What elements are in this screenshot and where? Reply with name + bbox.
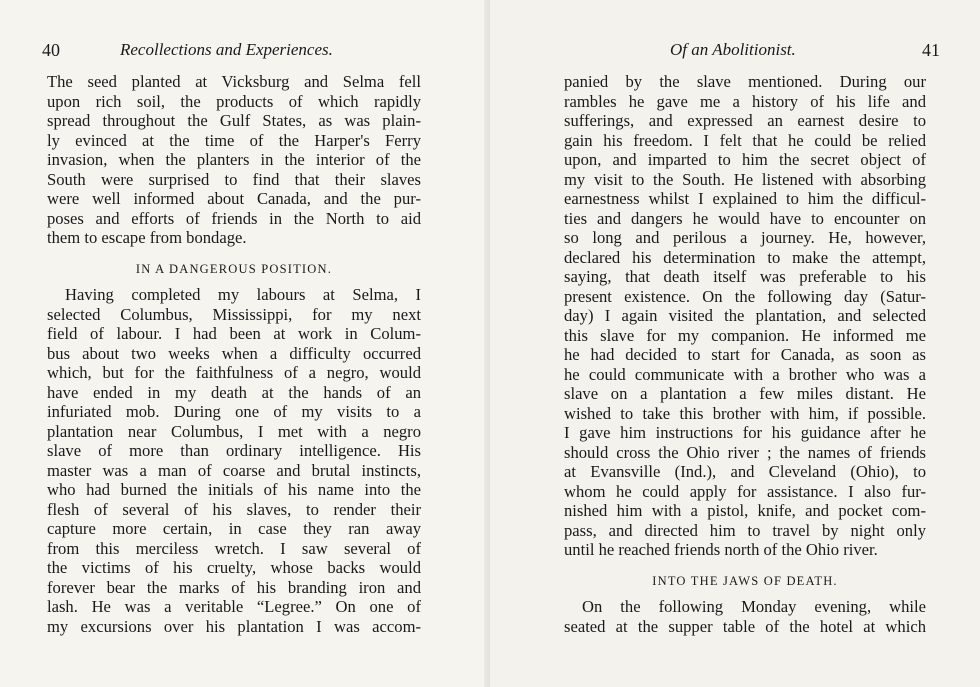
text-line: On the following Monday evening, while [582,597,926,616]
text-line: upon rich soil, the products of which rapidly [47,91,421,111]
running-title: Recollections and Experiences. [120,40,333,59]
text-line: poses and efforts of friends in the North to aid [47,208,421,228]
left-page-header [42,40,422,64]
text-line: he could communicate with a brother who was a [564,364,926,384]
page-number: 40 [42,40,60,60]
text-line: whom he could apply for assistance. I also fur- [564,481,926,501]
text-line: flesh of several of his slaves, to render their [47,499,421,519]
text-line: my excursions over his plantation I was accom- [47,616,421,636]
text-line: who had burned the initials of his name into the [47,480,421,499]
text-line: them to escape from bondage. [47,228,247,247]
text-line: field of labour. I had been at work in Colum- [47,324,421,343]
text-line: ties and dangers he would have to encounter on [564,208,926,228]
left-page-text [47,72,421,636]
text-line: panied by the slave mentioned. During our [564,72,926,91]
text-line: day) I again visited the plantation, and selected [564,306,926,325]
text-line: seated at the supper table of the hotel at which [564,616,926,636]
text-line: slave of more than ordinary intelligence. His [47,441,421,460]
text-line: upon, and imparted to him the secret object of [564,150,926,169]
text-line: sufferings, and expressed an earnest desire to [564,111,926,130]
text-line: wished to take this brother with him, if possible. [564,403,926,423]
text-line: this slave for my companion. He informed me [564,325,926,345]
right-page-header [568,40,940,64]
text-line: slave on a plantation a few miles distant. He [564,384,926,403]
text-line: plantation near Columbus, I met with a negro [47,421,421,441]
paragraph [47,72,421,248]
text-line: lash. He was a veritable “Legree.” On one of [47,597,421,616]
text-line: master was a man of coarse and brutal instincts, [47,460,421,480]
text-line: The seed planted at Vicksburg and Selma fell [47,72,421,91]
text-line: were well informed about Canada, and the pur- [47,189,421,208]
text-line: gain his freedom. I felt that he could be relied [564,130,926,150]
text-line: from this merciless wretch. I saw several of [47,538,421,558]
text-line: capture more certain, in case they ran away [47,519,421,538]
text-line: nished him with a pistol, knife, and pocket com- [564,501,926,520]
text-line: pass, and directed him to travel by night only [564,520,926,540]
text-line: should cross the Ohio river ; the names of friends [564,442,926,462]
text-line: have ended in my death at the hands of an [47,382,421,402]
text-line: selected Columbus, Mississippi, for my next [47,304,421,324]
text-line: which, but for the faithfulness of a negro, would [47,363,421,382]
running-title: Of an Abolitionist. [670,40,796,59]
text-line: infuriated mob. During one of my visits to a [47,402,421,421]
paragraph [564,72,926,560]
paragraph [564,597,926,636]
text-line: earnestness whilst I explained to him the difficul- [564,189,926,208]
page-number: 41 [922,40,940,60]
text-line: rambles he gave me a history of his life and [564,91,926,111]
text-line: I gave him instructions for his guidance after he [564,423,926,442]
text-line: Having completed my labours at Selma, I [65,285,421,304]
paragraph [47,285,421,636]
section-heading: IN A DANGEROUS POSITION. [135,261,333,276]
right-page-text [564,72,926,636]
text-line: the victims of his cruelty, whose backs would [47,558,421,577]
text-line: spread throughout the Gulf States, as was plain- [47,111,421,130]
text-line: South were surprised to find that their slaves [47,169,421,189]
text-line: invasion, when the planters in the interior of the [47,150,421,169]
text-line: my visit to the South. He listened with absorbing [564,169,926,189]
text-line: so long and perilous a journey. He, however, [564,228,926,247]
right-page [490,0,980,687]
text-line: he had decided to start for Canada, as soon as [564,345,926,364]
text-line: until he reached friends north of the Ohio river. [564,540,878,559]
text-line: bus about two weeks when a difficulty occurred [47,343,421,363]
text-line: forever bear the marks of his branding iron and [47,577,421,597]
section-heading: INTO THE JAWS OF DEATH. [652,573,838,588]
text-line: saying, that death itself was preferable to his [564,267,926,286]
text-line: at Evansville (Ind.), and Cleveland (Ohio), to [564,462,926,481]
text-line: declared his determination to make the attempt, [564,247,926,267]
text-line: ly evinced at the time of the Harper's Ferry [47,130,421,150]
text-line: present existence. On the following day (Satur- [564,286,926,306]
